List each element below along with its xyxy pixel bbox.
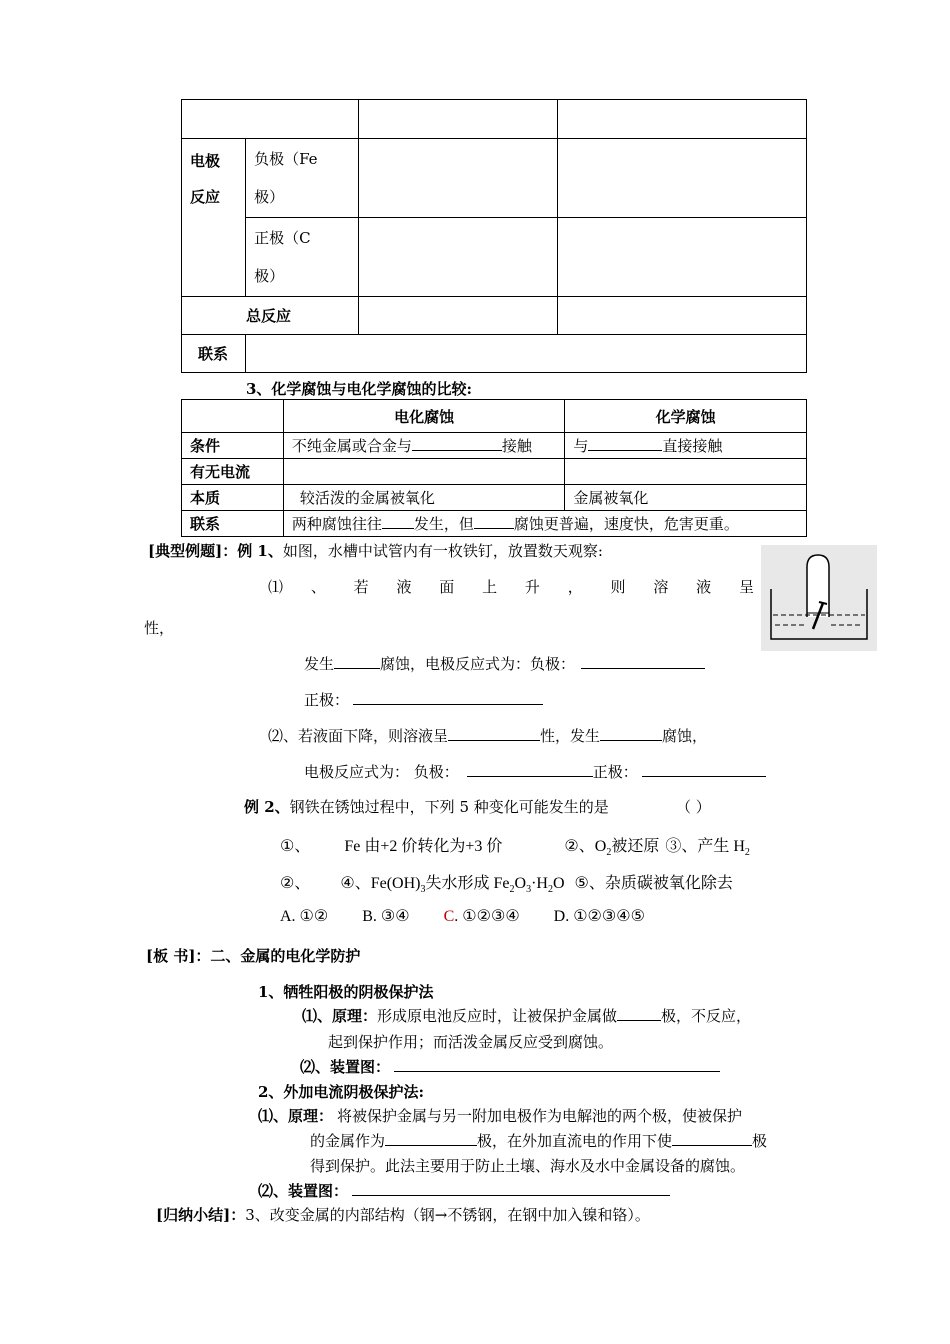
example1-q2-line2: 电极反应式为： 负极： 正极： — [304, 761, 766, 782]
blank — [672, 1130, 752, 1146]
test-tube-nail-figure — [761, 545, 877, 651]
table-cell — [359, 139, 557, 218]
method2-device: ⑵、装置图： — [258, 1180, 670, 1201]
table-cell — [359, 297, 557, 335]
section3-heading: 3、化学腐蚀与电化学腐蚀的比较: — [246, 380, 472, 398]
example2-title: 例 2、 — [244, 798, 290, 816]
negative-electrode-label: 负极（Fe 极） — [246, 139, 359, 218]
answer-paren: （ ） — [676, 798, 711, 816]
header-electrochemical: 电化腐蚀 — [283, 400, 565, 433]
table-cell — [359, 218, 557, 297]
example1-q1-line: ⑴ 、 若 液 面 上 升 ， 则 溶 液 呈 — [268, 578, 754, 596]
summary-line: [归纳小结]：3、改变金属的内部结构（钢→不锈钢，在钢中加入镍和铬）。 — [156, 1206, 650, 1224]
table-cell — [283, 459, 565, 485]
example2-options-line2: ②、 ④、$Fe(OH)_3$失水形成 $Fe_2O_3\cdot H_2O$ ⑤、杂质碳被氧化除去 — [280, 875, 733, 896]
condition-chemical: 与 直接接触 — [565, 433, 807, 459]
blank — [588, 435, 662, 451]
example2-question: 例 2、钢铁在锈蚀过程中，下列 5 种变化可能发生的是 — [244, 798, 609, 816]
method1-title: 1、牺牲阳极的阴极保护法 — [258, 983, 434, 1001]
table-cell — [565, 459, 807, 485]
example1-q1-tail: 性， — [144, 619, 175, 637]
method2-title: 2、外加电流阴极保护法: — [258, 1083, 424, 1101]
header-chemical: 化学腐蚀 — [565, 400, 807, 433]
row-label-relation: 联系 — [182, 511, 284, 537]
table-cell — [182, 100, 359, 139]
method2-principle-line2: 的金属作为 极，在外加直流电的作用下使 极 — [310, 1132, 768, 1150]
table-cell — [557, 100, 806, 139]
method2-principle-line3: 得到保护。此法主要用于防止土壤、海水及水中金属设备的腐蚀。 — [310, 1157, 746, 1175]
table-cell — [557, 297, 806, 335]
example1-q1-line2: 发生 腐蚀，电极反应式为：负极： — [304, 653, 705, 674]
choice-d: D. ①②③④⑤ — [553, 908, 645, 925]
example1-q2-line: ⑵、若液面下降，则溶液呈 性，发生 腐蚀， — [268, 727, 708, 745]
row-label-current: 有无电流 — [182, 459, 284, 485]
blank — [581, 653, 705, 669]
board-heading: [板 书]：二、金属的电化学防护 — [146, 947, 361, 965]
electrode-reaction-label: 电极 反应 — [182, 139, 246, 297]
condition-electrochemical: 不纯金属或合金与 接触 — [283, 433, 565, 459]
example2-choices — [280, 906, 645, 926]
blank — [617, 1005, 661, 1021]
corrosion-comparison-table — [181, 399, 807, 537]
blank — [352, 1180, 670, 1196]
table-cell — [557, 139, 806, 218]
choice-c: C. ①②③④ — [443, 908, 520, 925]
example1-q1-line3: 正极： — [304, 689, 543, 710]
blank — [385, 1130, 477, 1146]
example-tag: [典型例题]： — [148, 542, 238, 560]
method1-device: ⑵、装置图： — [300, 1056, 720, 1077]
blank — [474, 513, 514, 529]
essence-chemical: 金属被氧化 — [565, 485, 807, 511]
positive-electrode-label: 正极（C 极） — [246, 218, 359, 297]
example2-options-line1: ①、 Fe 由+2 价转化为+3 价 ②、$O_2$被还原 ③、产生 $H_2$ — [280, 838, 750, 859]
table-cell — [182, 400, 284, 433]
blank — [467, 761, 593, 777]
example1-title: 例 1、 — [237, 542, 283, 560]
method1-principle: ⑴、原理：形成原电池反应时，让被保护金属做 极，不反应， — [302, 1007, 752, 1025]
example1-intro-line: [典型例题]：例 1、如图，水槽中试管内有一枚铁钉，放置数天观察: — [148, 542, 603, 560]
row-label-condition: 条件 — [182, 433, 284, 459]
table-cell — [359, 100, 557, 139]
table-cell — [557, 218, 806, 297]
method2-principle: ⑴、原理： 将被保护金属与另一附加电极作为电解池的两个极，使被保护 — [258, 1107, 743, 1125]
blank — [394, 1056, 720, 1072]
blank — [412, 435, 502, 451]
table-cell — [246, 335, 807, 373]
relation-label: 联系 — [182, 335, 246, 373]
test-tube — [807, 555, 829, 617]
blank — [642, 761, 766, 777]
blank — [600, 725, 662, 741]
electrode-reaction-table — [181, 99, 807, 373]
choice-a: A. ①② — [280, 908, 329, 925]
row-label-essence: 本质 — [182, 485, 284, 511]
choice-b: B. ③④ — [362, 908, 410, 925]
essence-electrochemical: 较活泼的金属被氧化 — [283, 485, 565, 511]
relation-text: 两种腐蚀往往 发生，但 腐蚀更普遍，速度快，危害更重。 — [283, 511, 806, 537]
method1-principle-line2: 起到保护作用；而活泼金属反应受到腐蚀。 — [328, 1033, 614, 1051]
blank — [334, 653, 380, 669]
blank — [382, 513, 414, 529]
blank — [353, 689, 543, 705]
blank — [448, 725, 540, 741]
total-reaction-label: 总反应 — [182, 297, 359, 335]
